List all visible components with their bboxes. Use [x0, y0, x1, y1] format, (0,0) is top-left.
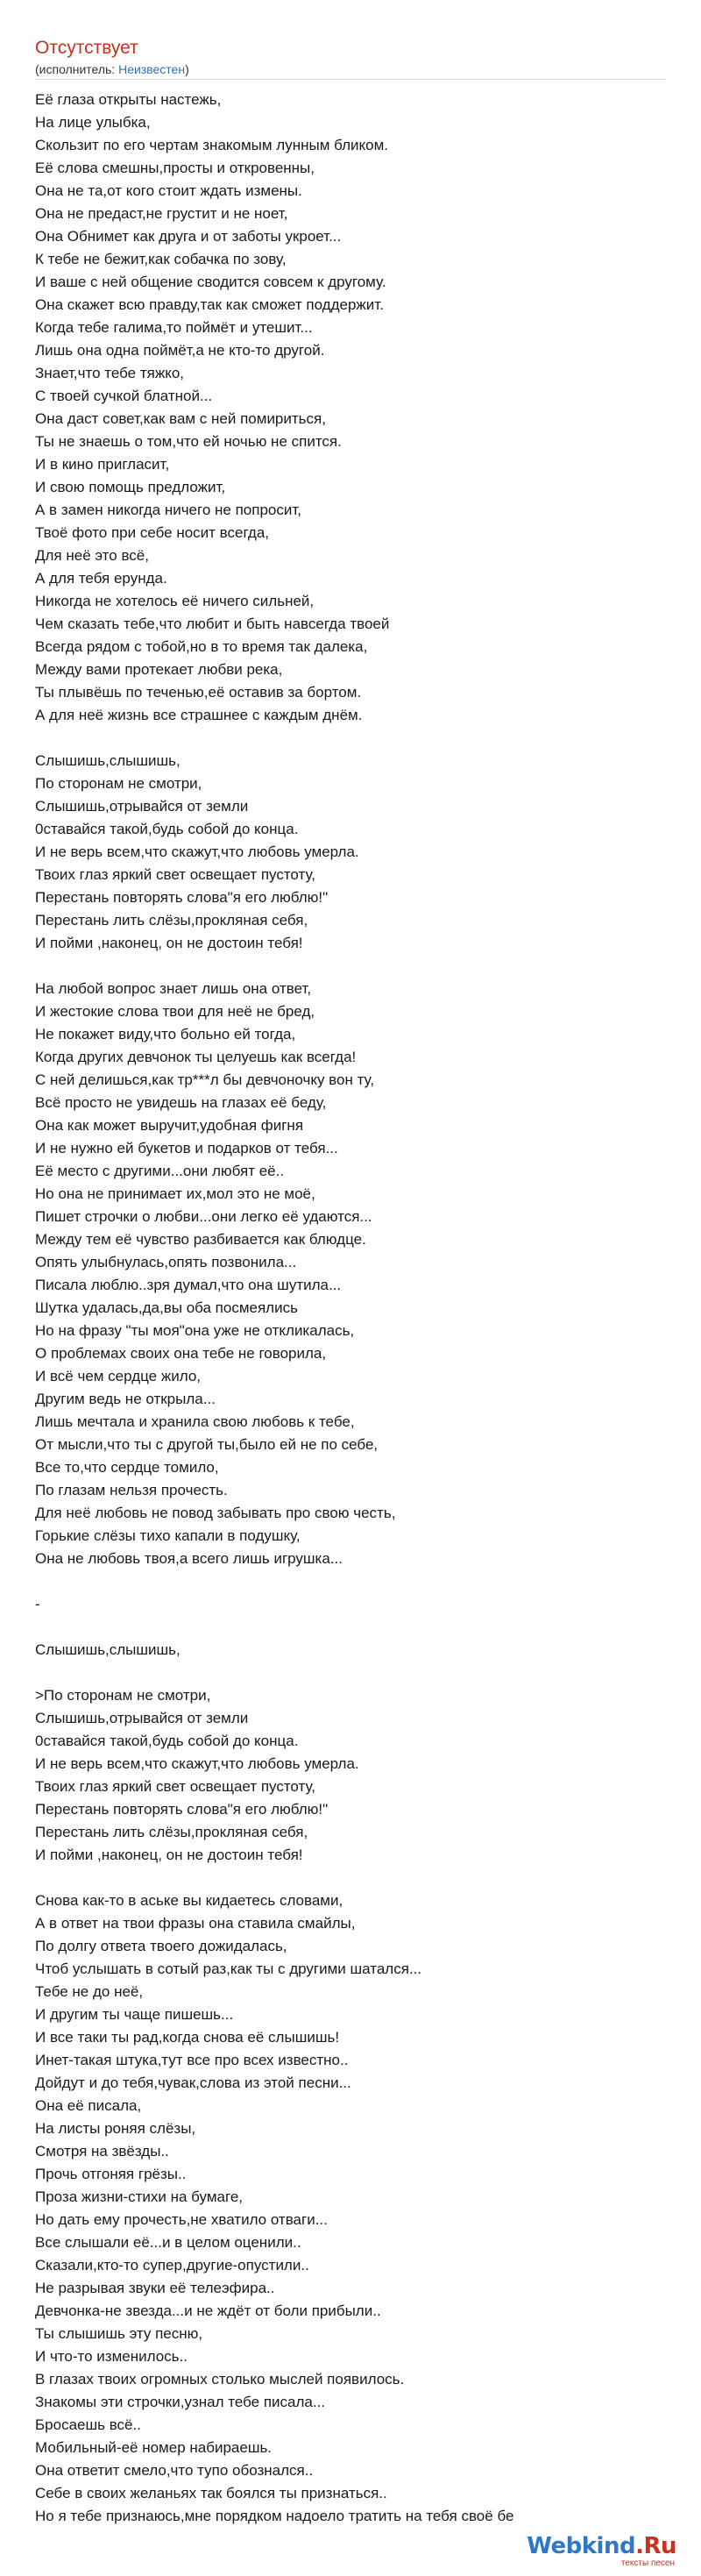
lyric-line: Она скажет всю правду,так как сможет поддержит.	[35, 296, 384, 313]
lyric-line: Писала люблю..зря думал,что она шутила...	[35, 1277, 342, 1293]
lyric-line: И пойми ,наконец, он не достоин тебя!	[35, 1847, 303, 1863]
logo-wordmark	[501, 2534, 676, 2558]
lyric-line: Когда тебе галима,то поймёт и утешит...	[35, 319, 313, 336]
lyric-line: Лишь мечтала и хранила свою любовь к тебе,	[35, 1413, 355, 1430]
logo-brand: Webkind	[527, 2533, 636, 2559]
lyric-line: Твоих глаз яркий свет освещает пустоту,	[35, 1778, 316, 1795]
lyric-line: Перестань лить слёзы,прокляная себя,	[35, 1824, 308, 1840]
lyric-line: Проза жизни-стихи на бумаге,	[35, 2188, 244, 2205]
header-divider	[35, 79, 666, 80]
lyric-line: Она не любовь твоя,а всего лишь игрушка...	[35, 1550, 343, 1567]
lyric-line: Слышишь,отрывайся от земли	[35, 1710, 249, 1726]
lyric-line: И другим ты чаще пишешь...	[35, 2006, 234, 2023]
lyric-line: И всё чем сердце жило,	[35, 1368, 202, 1384]
lyric-line: От мысли,что ты с другой ты,было ей не по себе,	[35, 1436, 379, 1453]
logo-domain: .Ru	[635, 2533, 676, 2559]
song-title: Отсутствует	[35, 38, 138, 58]
lyric-line: Снова как-то в аське вы кидаетесь словами,	[35, 1892, 343, 1909]
lyric-line: Она Обнимет как друга и от заботы укроет...	[35, 228, 342, 245]
lyric-line: >По сторонам не смотри,	[35, 1687, 211, 1704]
lyric-line: Лишь она одна поймёт,а не кто-то другой.	[35, 342, 325, 359]
lyric-line: С ней делишься,как тр***л бы девчоночку вон ту,	[35, 1071, 375, 1088]
lyric-line: Мобильный-её номер набираешь.	[35, 2439, 273, 2456]
lyric-line: Но дать ему прочесть,не хватило отваги...	[35, 2211, 328, 2228]
lyric-line: Не покажет виду,что больно ей тогда,	[35, 1026, 296, 1042]
lyric-line: И пойми ,наконец, он не достоин тебя!	[35, 935, 303, 951]
lyric-line: Между тем её чувство разбивается как блюдце.	[35, 1231, 366, 1248]
lyric-line: Инет-такая штука,тут все про всех известно..	[35, 2052, 349, 2068]
lyric-line: И свою помощь предложит,	[35, 479, 226, 495]
lyric-line: И в кино пригласит,	[35, 456, 170, 473]
lyric-line: Все слышали её...и в целом оценили..	[35, 2234, 301, 2251]
blank-line	[35, 1867, 675, 1889]
lyric-line: Твоё фото при себе носит всегда,	[35, 524, 269, 541]
song-header	[35, 37, 666, 77]
blank-line	[35, 1616, 675, 1639]
lyric-line: А в ответ на твои фразы она ставила смайлы,	[35, 1915, 356, 1932]
lyric-line: Горькие слёзы тихо капали в подушку,	[35, 1527, 301, 1544]
lyric-line: Её слова смешны,просты и откровенны,	[35, 160, 315, 176]
lyric-line: Себе в своих желаньях так боялся ты признаться..	[35, 2485, 387, 2501]
lyric-line: Чем сказать тебе,что любит и быть навсегда твоей	[35, 616, 390, 632]
lyric-line: А в замен никогда ничего не попросит,	[35, 502, 301, 518]
lyric-line: Твоих глаз яркий свет освещает пустоту,	[35, 866, 316, 883]
lyric-line: Ты не знаешь о том,что ей ночью не спится.	[35, 433, 342, 450]
lyric-line: С твоей сучкой блатной...	[35, 388, 213, 404]
lyric-line: Перестань повторять слова"я его люблю!"	[35, 889, 329, 906]
lyric-line: Всегда рядом с тобой,но в то время так далека,	[35, 638, 368, 655]
lyric-line: По сторонам не смотри,	[35, 775, 202, 792]
lyric-line: 0ставайся такой,будь собой до конца.	[35, 821, 299, 837]
lyric-line: Девчонка-не звезда...и не ждёт от боли прибыли..	[35, 2302, 381, 2319]
lyric-line: Слышишь,отрывайся от земли	[35, 798, 249, 815]
lyric-line: По глазам нельзя прочесть.	[35, 1482, 228, 1498]
lyric-line: Ты плывёшь по теченью,её оставив за бортом.	[35, 684, 362, 701]
lyric-line: По долгу ответа твоего дожидалась,	[35, 1938, 287, 1954]
lyric-line: Она даст совет,как вам с ней помириться,	[35, 410, 326, 427]
lyric-line: Перестань повторять слова"я его люблю!"	[35, 1801, 329, 1818]
lyric-line: Дойдут и до тебя,чувак,слова из этой песни...	[35, 2074, 351, 2091]
lyric-line: Сказали,кто-то супер,другие-опустили..	[35, 2257, 309, 2274]
lyric-line: Знакомы эти строчки,узнал тебе писала...	[35, 2394, 326, 2410]
lyric-line: Шутка удалась,да,вы оба посмеялись	[35, 1299, 298, 1316]
lyric-line: Другим ведь не открыла...	[35, 1391, 216, 1407]
site-logo[interactable]	[501, 2534, 676, 2569]
lyric-line: И все таки ты рад,когда снова её слышишь!	[35, 2029, 340, 2046]
lyric-line: -	[35, 1596, 40, 1612]
lyric-line: И ваше с ней общение сводится совсем к другому.	[35, 274, 386, 290]
lyric-line: Не разрывая звуки её телеэфира..	[35, 2280, 275, 2296]
lyric-line: Все то,что сердце томило,	[35, 1459, 219, 1476]
lyric-line: И не верь всем,что скажут,что любовь умерла.	[35, 1755, 359, 1772]
lyric-line: Она ответит смело,что тупо обознался..	[35, 2462, 314, 2479]
lyric-line: 0ставайся такой,будь собой до конца.	[35, 1733, 299, 1749]
lyric-line: Слышишь,слышишь,	[35, 752, 181, 769]
lyric-line: Слышишь,слышишь,	[35, 1641, 181, 1658]
lyric-line: Бросаешь всё..	[35, 2416, 141, 2433]
lyric-line: Никогда не хотелось её ничего сильней,	[35, 593, 315, 609]
logo-tagline: тексты песен	[620, 2558, 675, 2568]
lyric-line: На листы роняя слёзы,	[35, 2120, 196, 2137]
lyric-line: Всё просто не увидешь на глазах её беду,	[35, 1094, 327, 1111]
lyric-line: А для неё жизнь все страшнее с каждым днём.	[35, 707, 363, 723]
lyric-line: Но я тебе признаюсь,мне порядком надоело тратить на тебя своё бе	[35, 2508, 514, 2524]
blank-line	[35, 1662, 675, 1684]
lyric-line: Скользит по его чертам знакомым лунным бликом.	[35, 137, 389, 153]
lyric-line: И жестокие слова твои для неё не бред,	[35, 1003, 315, 1020]
lyric-line: Чтоб услышать в сотый раз,как ты с другими шатался...	[35, 1960, 422, 1977]
lyric-line: Пишет строчки о любви...они легко её удаются...	[35, 1208, 372, 1225]
lyric-line: Смотря на звёзды..	[35, 2143, 169, 2160]
lyric-line: Ты слышишь эту песню,	[35, 2325, 203, 2342]
lyric-line: Тебе не до неё,	[35, 1983, 144, 2000]
lyric-line: Но на фразу "ты моя"она уже не откликалась,	[35, 1322, 355, 1339]
lyric-line: Перестань лить слёзы,прокляная себя,	[35, 912, 308, 929]
lyrics-text	[35, 89, 675, 2528]
lyric-line: О проблемах своих она тебе не говорила,	[35, 1345, 327, 1362]
lyric-line: И что-то изменилось..	[35, 2348, 188, 2365]
lyric-line: Для неё это всё,	[35, 547, 149, 564]
lyric-line: На любой вопрос знает лишь она ответ,	[35, 980, 312, 997]
artist-prefix: (исполнитель:	[35, 62, 119, 76]
lyric-line: Для неё любовь не повод забывать про свою честь,	[35, 1505, 396, 1521]
lyric-line: Но она не принимает их,мол это не моё,	[35, 1185, 315, 1202]
lyric-line: Она как может выручит,удобная фигня	[35, 1117, 304, 1134]
lyric-line: Она её писала,	[35, 2097, 142, 2114]
lyric-line: Её глаза открыты настежь,	[35, 91, 222, 108]
lyric-line: Между вами протекает любви река,	[35, 661, 283, 678]
artist-link[interactable]: Неизвестен	[118, 62, 186, 76]
artist-line	[35, 61, 666, 77]
lyric-line: Опять улыбнулась,опять позвонила...	[35, 1254, 297, 1270]
lyric-line: К тебе не бежит,как собачка по зову,	[35, 251, 287, 267]
blank-line	[35, 727, 675, 750]
blank-line	[35, 955, 675, 978]
lyric-line: Её место с другими...они любят её..	[35, 1163, 285, 1179]
lyric-line: Она не предаст,не грустит и не ноет,	[35, 205, 288, 222]
lyric-line: В глазах твоих огромных столько мыслей появилось.	[35, 2371, 405, 2387]
lyric-line: И не нужно ей букетов и подарков от тебя...	[35, 1140, 338, 1156]
artist-suffix: )	[185, 62, 189, 76]
lyric-line: Она не та,от кого стоит ждать измены.	[35, 182, 302, 199]
lyric-line: Когда других девчонок ты целуешь как всегда!	[35, 1049, 357, 1065]
lyric-line: А для тебя ерунда.	[35, 570, 167, 587]
lyric-line: Знает,что тебе тяжко,	[35, 365, 185, 381]
lyric-line: На лице улыбка,	[35, 114, 151, 131]
blank-line	[35, 1570, 675, 1593]
lyric-line: И не верь всем,что скажут,что любовь умерла.	[35, 843, 359, 860]
lyric-line: Прочь отгоняя грёзы..	[35, 2166, 187, 2182]
